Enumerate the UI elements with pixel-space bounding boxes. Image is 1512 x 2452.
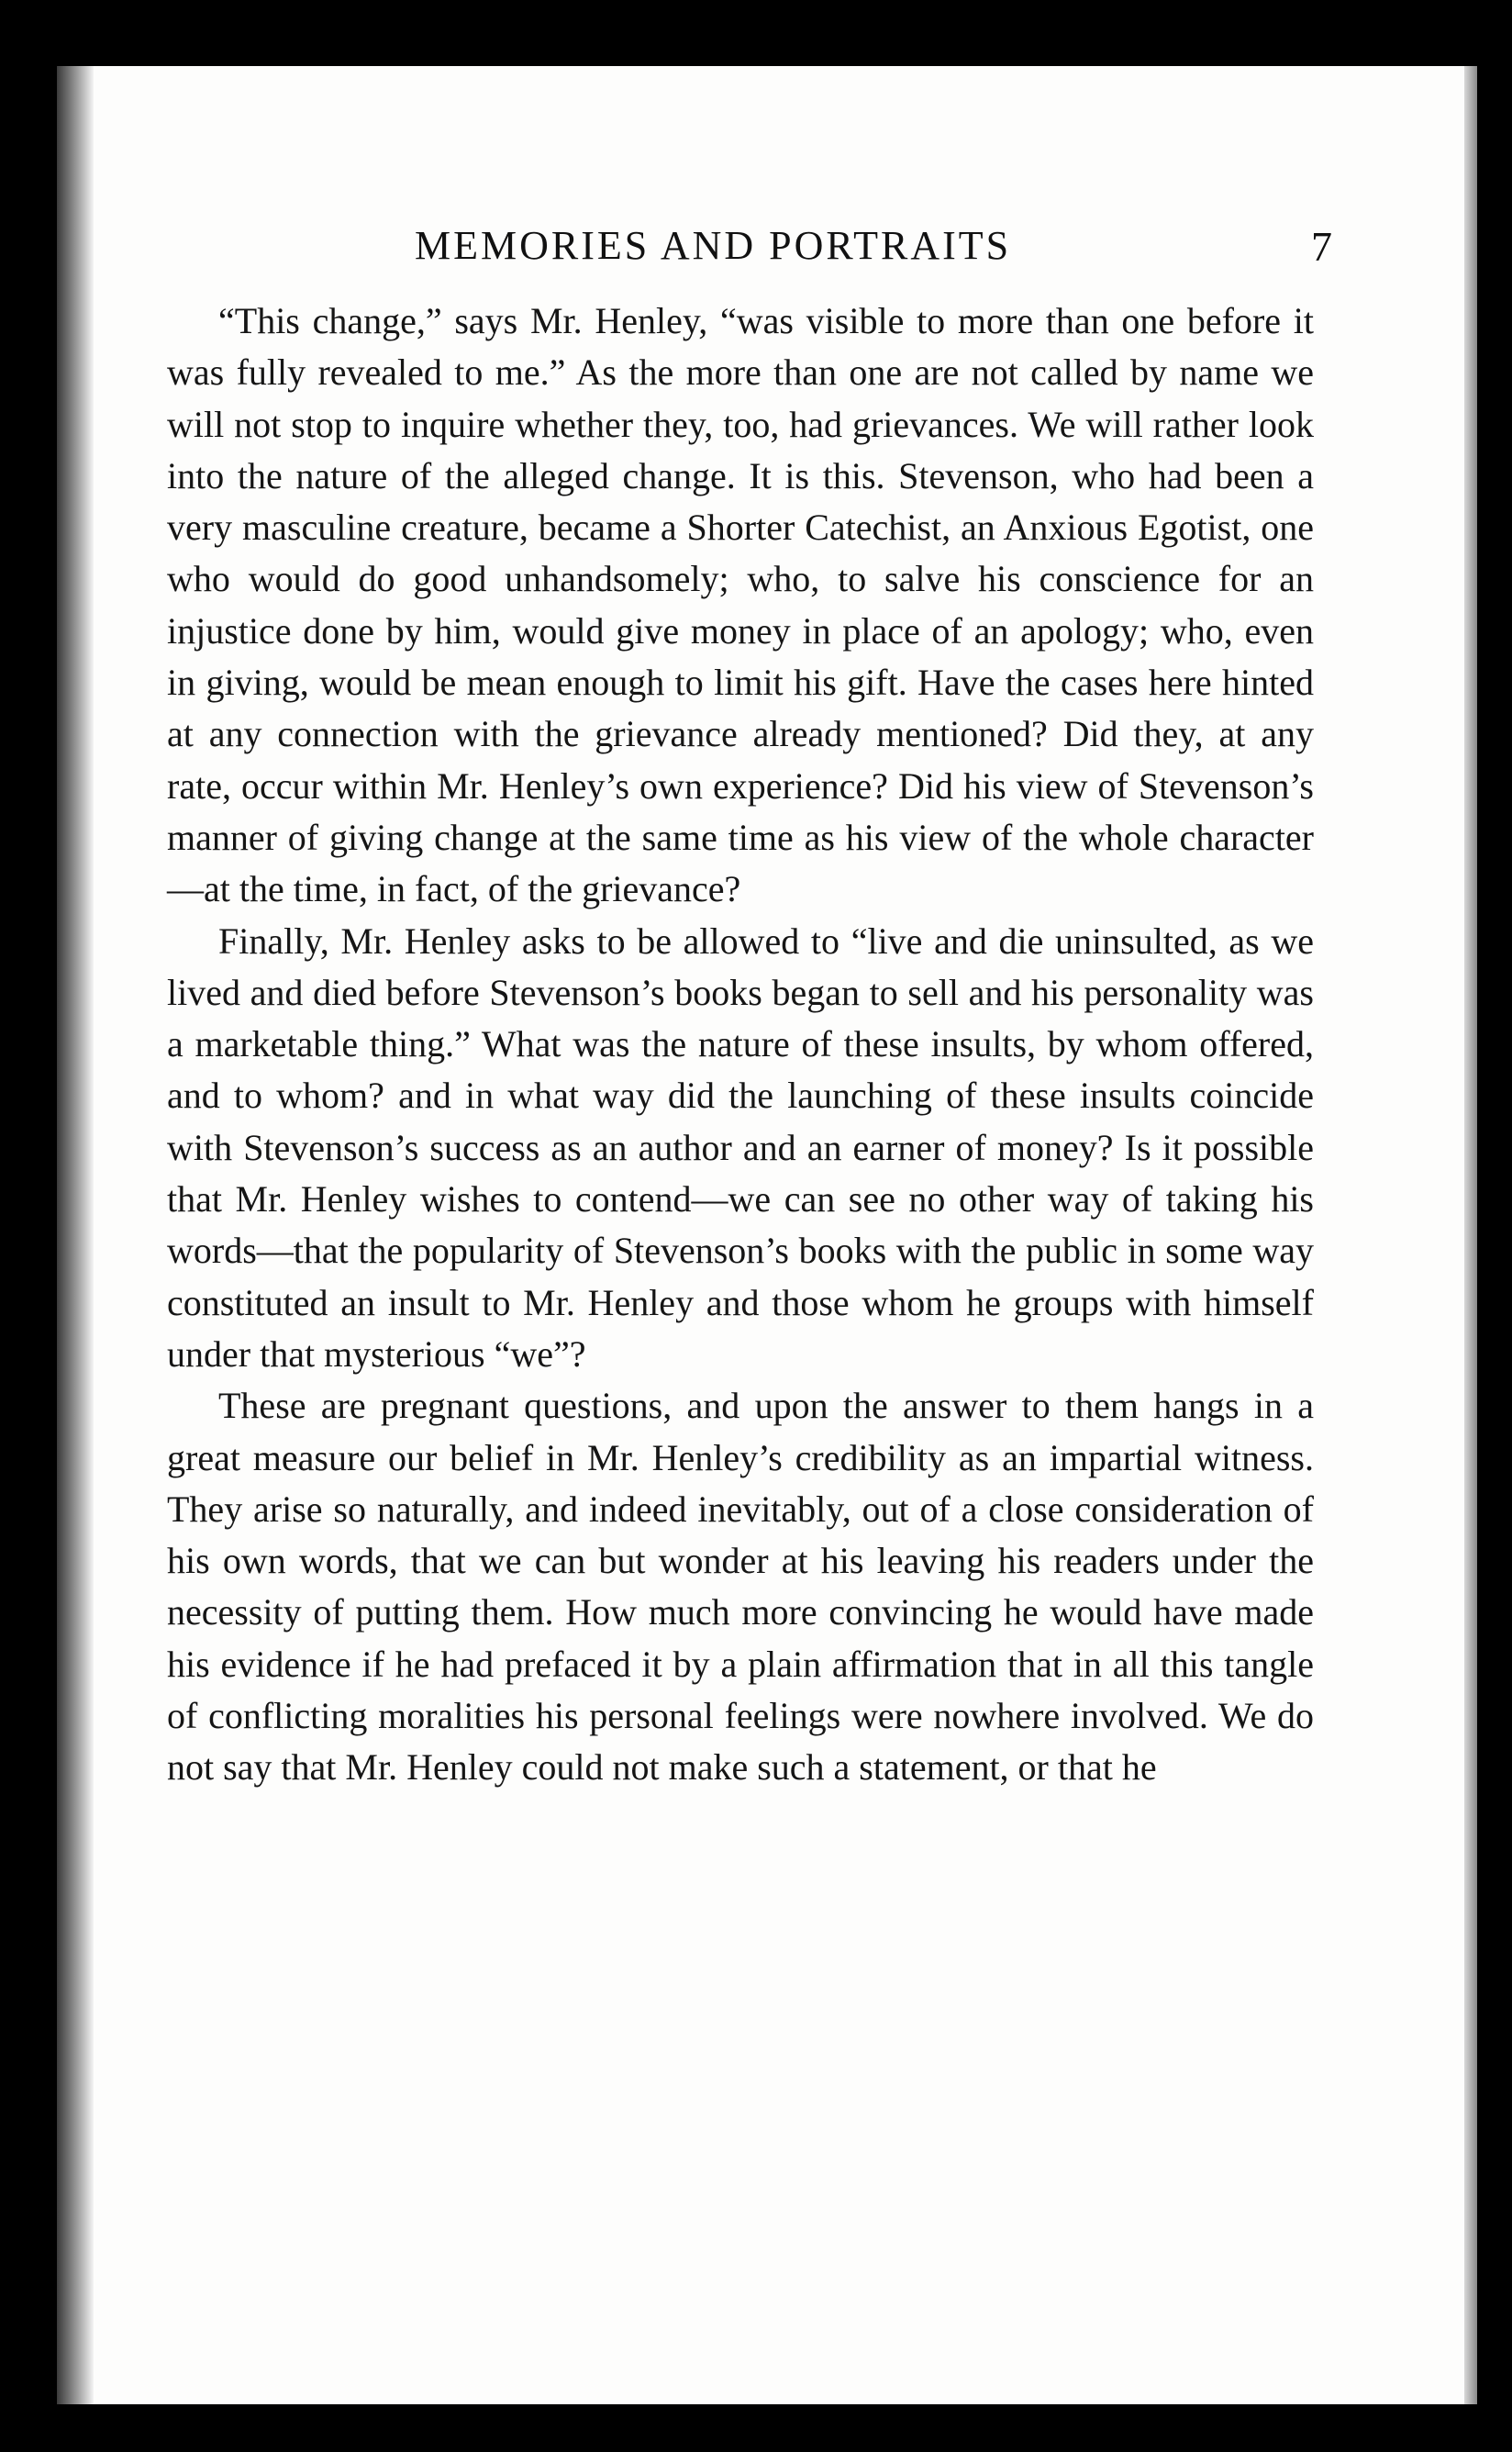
page-number: 7 [1311, 223, 1332, 270]
paragraph-3: These are pregnant questions, and upon the answer to them hangs in a great measure our belief in Mr. Henley’s credibility as an impartial witness. They arise so naturally, and indeed inevitably, out of a close consideration of his own words, that we can but wonder at his leaving his readers under the necessity of putting them. How much more convincing he would have made his evidence if he had prefaced it by a plain affirmation that in all this tangle of conflicting moralities his personal feelings were nowhere involved. We do not say that Mr. Henley could not make such a statement, or that he [167, 1385, 1314, 1789]
body-text [167, 295, 1314, 1794]
book-page [57, 66, 1477, 2404]
running-head: MEMORIES AND PORTRAITS [415, 223, 1012, 268]
spine-shadow [57, 66, 94, 2404]
paragraph-1: “This change,” says Mr. Henley, “was visible to more than one before it was fully revealed to me.” As the more than one are not called by name we will not stop to inquire whether they, too, had grievances. We will rather look into the nature of the alleged change. It is this. Stevenson, who had been a very masculine creature, became a Shorter Catechist, an Anxious Egotist, one who would do good unhandsomely; who, to salve his conscience for an injustice done by him, would give money in place of an apology; who, even in giving, would be mean enough to limit his gift. Have the cases here hinted at any connection with the grievance already mentioned? Did they, at any rate, occur within Mr. Henley’s own experience? Did his view of Stevenson’s manner of giving change at the same time as his view of the whole character—at the time, in fact, of the grievance? [167, 300, 1314, 910]
page-header [167, 222, 1332, 286]
page-edge [1464, 66, 1477, 2404]
paragraph-2: Finally, Mr. Henley asks to be allowed to “live and die uninsulted, as we lived and died before Stevenson’s books began to sell and his personality was a marketable thing.” What was the nature of these insults, by whom offered, and to whom? and in what way did the launching of these insults coincide with Stevenson’s success as an author and an earner of money? Is it possible that Mr. Henley wishes to contend—we can see no other way of taking his words—that the popularity of Stevenson’s books with the public in some way constituted an insult to Mr. Henley and those whom he groups with himself under that mysterious “we”? [167, 920, 1314, 1375]
